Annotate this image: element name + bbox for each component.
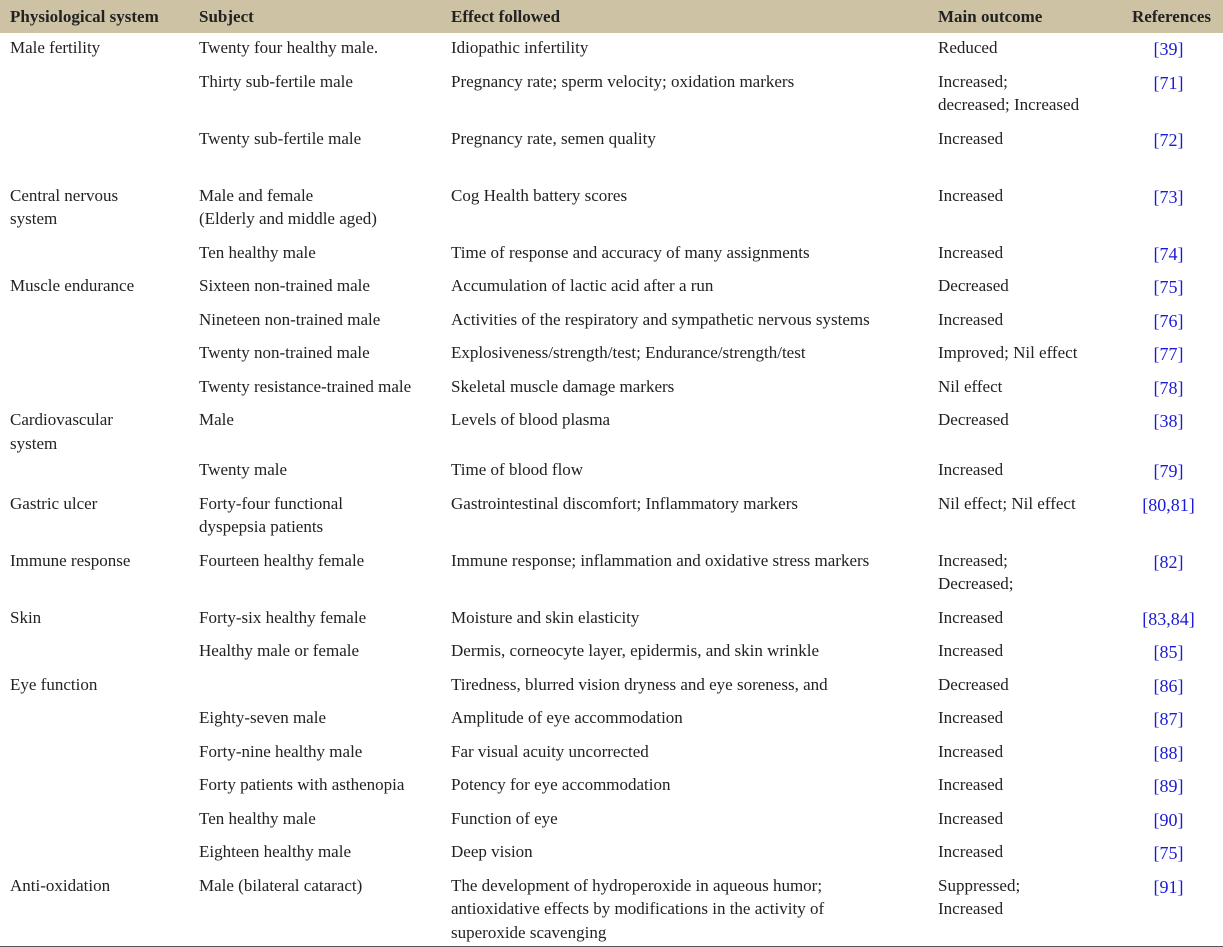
cell-physiological-system: Gastric ulcer xyxy=(10,493,98,513)
cell-main-outcome: Improved; Nil effect xyxy=(938,343,1078,362)
cell-effect-followed: Levels of blood plasma xyxy=(451,410,611,429)
cell-effect-followed: Tiredness, blurred vision dryness and eye soreness, and xyxy=(451,674,828,694)
cell-main-outcome: Reduced xyxy=(938,38,998,57)
cell-effect-followed: Amplitude of eye accommodation xyxy=(451,708,683,727)
cell-physiological-system: Eye function xyxy=(10,674,98,694)
cell-subject: Eighty-seven male xyxy=(199,708,326,727)
reference-link[interactable]: [73] xyxy=(1153,186,1184,207)
cell-main-outcome: Increased xyxy=(938,842,1004,861)
cell-effect-followed: Accumulation of lactic acid after a run xyxy=(451,276,714,295)
cell-subject xyxy=(189,670,441,704)
reference-link[interactable]: [85] xyxy=(1153,642,1184,662)
cell-effect-followed: Potency for eye accommodation xyxy=(451,775,671,794)
table-row xyxy=(0,405,1223,455)
cell-effect-followed: Explosiveness/strength/test; Endurance/strength/test xyxy=(451,343,806,362)
header-main-outcome: Main outcome xyxy=(938,6,1043,26)
cell-main-outcome: Nil effect; Nil effect xyxy=(938,493,1076,513)
cell-physiological-system xyxy=(0,770,189,804)
cell-references xyxy=(1114,546,1223,603)
cell-physiological-system xyxy=(0,737,189,771)
reference-link[interactable]: [80,81] xyxy=(1142,494,1195,515)
cell-subject: Sixteen non-trained male xyxy=(199,276,370,295)
cell-references xyxy=(1114,33,1223,67)
table-row xyxy=(0,271,1223,305)
cell-effect-followed: The development of hydroperoxide in aqueous humor; antioxidative effects by modifications in the activity of superoxide scavenging xyxy=(441,871,928,947)
table-row xyxy=(0,603,1223,637)
cell-effect-followed: Cog Health battery scores xyxy=(451,185,628,205)
cell-subject: Fourteen healthy female xyxy=(199,550,365,570)
reference-link[interactable]: [89] xyxy=(1153,776,1184,796)
reference-link[interactable]: [74] xyxy=(1153,243,1184,264)
cell-effect-followed: Function of eye xyxy=(451,808,558,828)
cell-main-outcome: Increased xyxy=(938,775,1004,794)
cell-subject: Twenty male xyxy=(199,460,288,479)
cell-physiological-system xyxy=(0,305,189,339)
header-references: References xyxy=(1132,6,1211,26)
cell-main-outcome: Increased xyxy=(938,460,1004,479)
reference-link[interactable]: [78] xyxy=(1153,377,1184,398)
cell-subject: Twenty four healthy male. xyxy=(199,38,379,57)
reference-link[interactable]: [82] xyxy=(1153,551,1184,572)
table-row xyxy=(0,455,1223,489)
cell-references xyxy=(1114,372,1223,406)
cell-references xyxy=(1114,770,1223,804)
table-row xyxy=(0,636,1223,670)
cell-references xyxy=(1114,238,1223,272)
cell-physiological-system xyxy=(0,636,189,670)
cell-physiological-system: Anti-oxidation xyxy=(0,871,189,947)
cell-references xyxy=(1114,305,1223,339)
cell-physiological-system: Skin xyxy=(10,607,42,627)
cell-main-outcome: Increased xyxy=(938,309,1004,329)
table-row xyxy=(0,33,1223,67)
table-row xyxy=(0,871,1223,947)
cell-subject: Nineteen non-trained male xyxy=(199,309,381,329)
header-row xyxy=(0,0,1223,33)
cell-subject: Forty-nine healthy male xyxy=(199,741,363,761)
cell-effect-followed: Activities of the respiratory and sympathetic nervous systems xyxy=(451,309,870,329)
cell-references xyxy=(1114,124,1223,181)
cell-references xyxy=(1114,871,1223,947)
cell-physiological-system: Central nervous system xyxy=(10,185,119,228)
cell-subject: Forty-four functional dyspepsia patients xyxy=(199,493,343,536)
cell-effect-followed: Pregnancy rate; sperm velocity; oxidation markers xyxy=(451,71,795,91)
cell-subject: Eighteen healthy male xyxy=(199,842,351,861)
header-effect-followed: Effect followed xyxy=(451,6,561,26)
table-row xyxy=(0,489,1223,546)
cell-effect-followed: Far visual acuity uncorrected xyxy=(451,741,649,761)
table-row xyxy=(0,338,1223,372)
cell-references xyxy=(1114,737,1223,771)
cell-main-outcome: Increased xyxy=(938,641,1004,660)
table-row xyxy=(0,124,1223,181)
cell-main-outcome: Increased xyxy=(938,607,1004,627)
table-row xyxy=(0,703,1223,737)
cell-main-outcome: Increased xyxy=(938,128,1004,148)
cell-subject: Male xyxy=(199,410,234,429)
reference-link[interactable]: [75] xyxy=(1153,843,1184,863)
cell-effect-followed: Pregnancy rate, semen quality xyxy=(451,128,656,148)
cell-main-outcome: Increased xyxy=(938,741,1004,761)
cell-subject: Forty patients with asthenopia xyxy=(199,775,405,794)
reference-link[interactable]: [39] xyxy=(1153,39,1184,59)
header-subject: Subject xyxy=(199,6,254,26)
cell-effect-followed: Time of response and accuracy of many assignments xyxy=(451,242,810,262)
reference-link[interactable]: [90] xyxy=(1153,809,1184,830)
cell-main-outcome: Increased xyxy=(938,185,1004,205)
cell-effect-followed: Idiopathic infertility xyxy=(451,38,589,57)
cell-physiological-system xyxy=(0,703,189,737)
cell-main-outcome: Increased xyxy=(938,708,1004,727)
cell-main-outcome: Decreased xyxy=(938,410,1009,429)
cell-effect-followed: Immune response; inflammation and oxidative stress markers xyxy=(451,550,870,570)
table-row xyxy=(0,770,1223,804)
cell-subject: Twenty sub-fertile male xyxy=(199,128,362,148)
cell-physiological-system xyxy=(0,238,189,272)
cell-main-outcome: Nil effect xyxy=(938,376,1003,396)
reference-link[interactable]: [86] xyxy=(1153,675,1184,696)
cell-physiological-system xyxy=(0,804,189,838)
cell-main-outcome: Increased xyxy=(938,242,1004,262)
reference-link[interactable]: [87] xyxy=(1153,709,1184,729)
reference-link[interactable]: [76] xyxy=(1153,310,1184,331)
table-row xyxy=(0,670,1223,704)
cell-references xyxy=(1114,804,1223,838)
reference-link[interactable]: [38] xyxy=(1153,411,1184,431)
table-body xyxy=(0,33,1223,947)
table-row xyxy=(0,804,1223,838)
cell-main-outcome: Increased; Decreased; xyxy=(938,550,1014,593)
reference-link[interactable]: [72] xyxy=(1153,129,1184,150)
table-row xyxy=(0,67,1223,124)
cell-main-outcome: Increased xyxy=(938,808,1004,828)
cell-subject: Thirty sub-fertile male xyxy=(199,71,353,91)
cell-references xyxy=(1114,703,1223,737)
table-row xyxy=(0,372,1223,406)
cell-references xyxy=(1114,405,1223,455)
cell-main-outcome: Decreased xyxy=(938,674,1009,694)
cell-references xyxy=(1114,271,1223,305)
cell-physiological-system xyxy=(0,124,189,181)
cell-subject: Twenty non-trained male xyxy=(199,343,370,362)
cell-physiological-system: Muscle endurance xyxy=(10,276,135,295)
table-row xyxy=(0,305,1223,339)
cell-main-outcome: Decreased xyxy=(938,276,1009,295)
cell-main-outcome: Suppressed; Increased xyxy=(928,871,1114,947)
cell-references xyxy=(1114,670,1223,704)
cell-physiological-system: Cardiovascular system xyxy=(10,410,113,453)
cell-references xyxy=(1114,603,1223,637)
cell-effect-followed: Deep vision xyxy=(451,842,533,861)
reference-link[interactable]: [83,84] xyxy=(1142,608,1195,629)
cell-references xyxy=(1114,67,1223,124)
reference-link[interactable]: [79] xyxy=(1153,461,1184,481)
cell-main-outcome: Increased; decreased; Increased xyxy=(938,71,1080,114)
cell-references xyxy=(1114,489,1223,546)
table-row xyxy=(0,837,1223,871)
cell-physiological-system xyxy=(0,455,189,489)
cell-physiological-system xyxy=(0,338,189,372)
table-row xyxy=(0,737,1223,771)
cell-physiological-system: Male fertility xyxy=(10,38,101,57)
table-header xyxy=(0,0,1223,33)
cell-subject: Male and female (Elderly and middle aged) xyxy=(199,185,377,228)
table-row xyxy=(0,238,1223,272)
cell-subject: Male (bilateral cataract) xyxy=(189,871,441,947)
reference-link[interactable]: [88] xyxy=(1153,742,1184,763)
header-physiological-system: Physiological system xyxy=(10,6,159,26)
cell-subject: Ten healthy male xyxy=(199,808,316,828)
cell-subject: Healthy male or female xyxy=(199,641,360,660)
reference-link[interactable]: [91] xyxy=(1153,876,1184,897)
cell-effect-followed: Time of blood flow xyxy=(451,460,584,479)
cell-physiological-system xyxy=(0,837,189,871)
cell-effect-followed: Moisture and skin elasticity xyxy=(451,607,640,627)
cell-subject: Ten healthy male xyxy=(199,242,316,262)
cell-subject: Twenty resistance-trained male xyxy=(199,376,412,396)
cell-references xyxy=(1114,181,1223,238)
cell-references xyxy=(1114,636,1223,670)
table-row xyxy=(0,181,1223,238)
cell-references xyxy=(1114,338,1223,372)
cell-effect-followed: Skeletal muscle damage markers xyxy=(451,376,675,396)
cell-effect-followed: Dermis, corneocyte layer, epidermis, and skin wrinkle xyxy=(451,641,820,660)
cell-subject: Forty-six healthy female xyxy=(199,607,367,627)
reference-link[interactable]: [77] xyxy=(1153,344,1184,364)
reference-link[interactable]: [75] xyxy=(1153,277,1184,297)
cell-effect-followed: Gastrointestinal discomfort; Inflammatory markers xyxy=(451,493,798,513)
table-row xyxy=(0,546,1223,603)
cell-references xyxy=(1114,455,1223,489)
cell-physiological-system xyxy=(0,372,189,406)
cell-physiological-system: Immune response xyxy=(10,550,131,570)
reference-link[interactable]: [71] xyxy=(1153,72,1184,93)
cell-physiological-system xyxy=(0,67,189,124)
cell-references xyxy=(1114,837,1223,871)
